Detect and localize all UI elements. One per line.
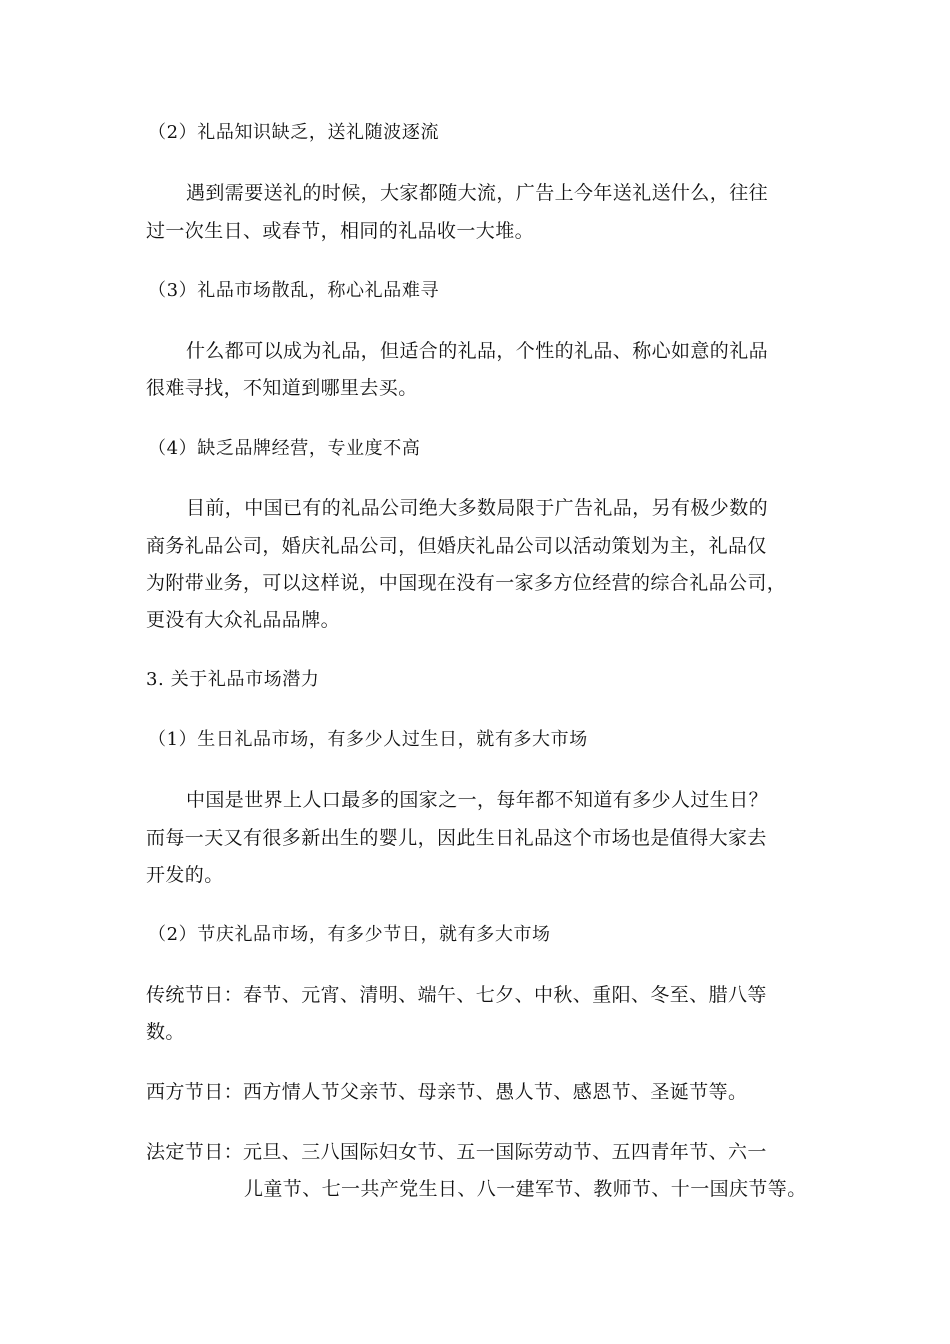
section-heading-festival: （2）节庆礼品市场，有多少节日，就有多大市场 <box>148 924 551 945</box>
paragraph-line: 商务礼品公司，婚庆礼品公司，但婚庆礼品公司以活动策划为主，礼品仅 <box>146 535 767 557</box>
paragraph-line: 什么都可以成为礼品，但适合的礼品，个性的礼品、称心如意的礼品 <box>186 340 769 362</box>
paragraph-line: 而每一天又有很多新出生的婴儿，因此生日礼品这个市场也是值得大家去 <box>146 827 767 849</box>
section-heading-market: （3）礼品市场散乱，称心礼品难寻 <box>148 280 440 301</box>
paragraph-line: 目前，中国已有的礼品公司绝大多数局限于广告礼品，另有极少数的 <box>186 497 769 519</box>
part-title-potential: 3. 关于礼品市场潜力 <box>146 669 320 690</box>
paragraph-line: 开发的。 <box>146 864 224 886</box>
festival-list-legal-cont: 儿童节、七一共产党生日、八一建军节、教师节、十一国庆节等。 <box>244 1178 807 1200</box>
section-heading-brand: （4）缺乏品牌经营，专业度不高 <box>148 438 421 459</box>
paragraph-line: 遇到需要送礼的时候，大家都随大流，广告上今年送礼送什么，往往 <box>186 182 769 204</box>
festival-list-traditional-cont: 数。 <box>146 1021 185 1043</box>
paragraph-line: 过一次生日、或春节，相同的礼品收一大堆。 <box>146 220 535 242</box>
paragraph-line: 为附带业务，可以这样说，中国现在没有一家多方位经营的综合礼品公司， <box>146 572 787 594</box>
section-heading-birthday: （1）生日礼品市场，有多少人过生日，就有多大市场 <box>148 729 588 750</box>
paragraph-line: 更没有大众礼品品牌。 <box>146 609 341 631</box>
festival-list-legal: 法定节日：元旦、三八国际妇女节、五一国际劳动节、五四青年节、六一 <box>146 1141 767 1163</box>
festival-list-traditional: 传统节日：春节、元宵、清明、端午、七夕、中秋、重阳、冬至、腊八等 <box>146 984 767 1006</box>
paragraph-line: 中国是世界上人口最多的国家之一，每年都不知道有多少人过生日？ <box>186 789 769 811</box>
festival-list-western: 西方节日：西方情人节父亲节、母亲节、愚人节、感恩节、圣诞节等。 <box>146 1081 748 1103</box>
paragraph-line: 很难寻找，不知道到哪里去买。 <box>146 377 418 399</box>
section-heading-knowledge: （2）礼品知识缺乏，送礼随波逐流 <box>148 122 440 143</box>
